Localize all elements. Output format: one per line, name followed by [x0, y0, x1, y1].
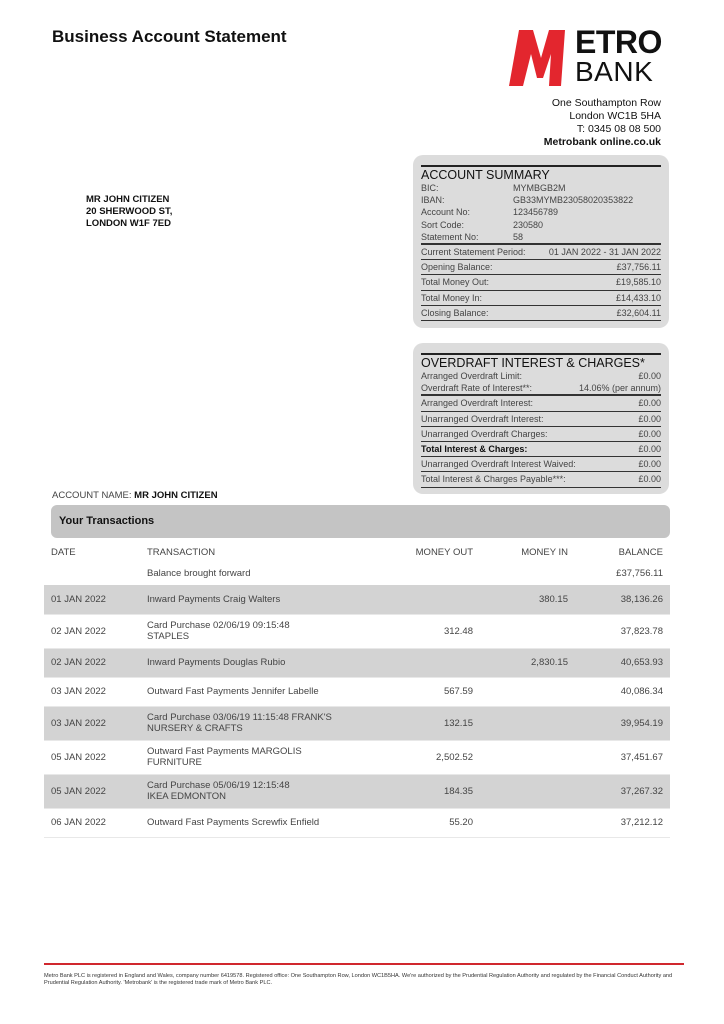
overdraft-total-row-label: Total Interest & Charges Payable***:: [421, 474, 566, 485]
transaction-description: Inward Payments Craig Walters: [147, 593, 281, 605]
transaction-description: Card Purchase 02/06/19 09:15:48: [147, 620, 290, 631]
account-name-value: MR JOHN CITIZEN: [134, 490, 218, 501]
overdraft-total-row-value: £0.00: [638, 474, 661, 485]
transaction-description-line2: FURNITURE: [147, 757, 202, 768]
cell-transaction: [140, 774, 380, 808]
cell-money-out: [380, 561, 480, 585]
summary-total-row-label: Total Money In:: [421, 292, 483, 303]
cell-transaction: Balance brought forward: [147, 567, 251, 579]
summary-total-row-label: Closing Balance:: [421, 307, 489, 318]
overdraft-total-row-label: Arranged Overdraft Interest:: [421, 398, 534, 409]
transaction-description: Card Purchase 03/06/19 11:15:48 FRANK'S: [147, 712, 332, 723]
transaction-row: [44, 706, 670, 740]
overdraft-detail-row-label: Arranged Overdraft Limit:: [421, 371, 523, 381]
transaction-row: [44, 808, 670, 837]
bank-address: [544, 97, 661, 149]
overdraft-total-row: [421, 427, 661, 442]
overdraft-total-row-value: £0.00: [638, 413, 661, 424]
cell-date: [44, 561, 140, 585]
bank-address-line: London WC1B 5HA: [569, 110, 661, 122]
summary-detail-row: [421, 219, 661, 231]
cell-balance: 37,451.67: [575, 740, 670, 774]
cell-money-out: 2,502.52: [380, 740, 480, 774]
transaction-description: Outward Fast Payments Jennifer Labelle: [147, 686, 319, 697]
customer-street: 20 SHERWOOD ST,: [86, 206, 173, 217]
cell-transaction: [140, 706, 380, 740]
overdraft-total-row: [421, 457, 661, 472]
transactions-banner: [51, 505, 670, 538]
summary-total-row: [421, 291, 661, 306]
summary-detail-row-value: 123456789: [513, 207, 559, 218]
customer-city: LONDON W1F 7ED: [86, 218, 171, 229]
summary-detail-row-label: Account No:: [421, 207, 471, 218]
summary-total-row-value: £32,604.11: [616, 307, 661, 318]
summary-total-row: [421, 260, 661, 275]
cell-date: 03 JAN 2022: [44, 706, 140, 740]
cell-date: 05 JAN 2022: [44, 740, 140, 774]
summary-total-row-label: Opening Balance:: [421, 262, 493, 273]
cell-money-in: [480, 740, 575, 774]
overdraft-total-row-label: Unarranged Overdraft Interest Waived:: [421, 459, 576, 470]
cell-balance: 37,823.78: [575, 614, 670, 648]
table-header-row: [44, 544, 670, 561]
overdraft-detail-row-value: £0.00: [638, 371, 661, 381]
cell-money-out: 184.35: [380, 774, 480, 808]
summary-detail-row-label: BIC:: [421, 183, 439, 193]
overdraft-total-row: [421, 442, 661, 457]
logo-text-etro: ETRO: [575, 24, 662, 60]
summary-total-row-value: £14,433.10: [615, 292, 661, 303]
cell-money-out: 312.48: [380, 614, 480, 648]
footer-legal-text: Metro Bank PLC is registered in England and Wales, company number 6419578. Registered office: One Southampton Row, London WC1B5HA. We're authorized by the Prudential Regulation Authority and regulated by the Financial Conduct Authority and Prudential Regulation Authority. 'Metrobank' is the registered trade mark of Metro Bank PLC.: [44, 973, 673, 986]
transaction-description: Outward Fast Payments MARGOLIS: [147, 746, 302, 757]
column-header-money-in: MONEY IN: [521, 547, 568, 558]
transaction-description: Card Purchase 05/06/19 12:15:48: [147, 780, 290, 791]
transaction-row: [44, 585, 670, 614]
cell-money-in: [480, 614, 575, 648]
cell-money-out: 567.59: [380, 677, 480, 706]
summary-total-row: [421, 243, 661, 260]
cell-balance: 37,267.32: [575, 774, 670, 808]
summary-total-row-value: 01 JAN 2022 - 31 JAN 2022: [548, 247, 661, 258]
summary-detail-row-label: IBAN:: [421, 195, 445, 206]
transaction-description-line2: IKEA EDMONTON: [147, 791, 227, 802]
cell-transaction: [140, 808, 380, 837]
summary-total-row-value: £37,756.11: [616, 262, 661, 273]
cell-date: 03 JAN 2022: [44, 677, 140, 706]
divider: [421, 165, 661, 167]
transaction-row: [44, 740, 670, 774]
overdraft-panel: [413, 343, 669, 494]
cell-money-in: [480, 677, 575, 706]
cell-money-in: [480, 706, 575, 740]
overdraft-total-row-value: £0.00: [638, 459, 661, 470]
overdraft-total-row-label: Unarranged Overdraft Charges:: [421, 428, 548, 439]
summary-detail-row: [421, 194, 661, 206]
logo-text-bank: BANK: [575, 56, 654, 87]
summary-total-row: [421, 275, 661, 290]
summary-detail-row-value: GB33MYMB23058020353822: [513, 195, 634, 206]
metro-bank-logo: [509, 24, 664, 88]
overdraft-title: OVERDRAFT INTEREST & CHARGES*: [421, 356, 645, 370]
overdraft-detail-row-value: 14.06% (per annum): [578, 383, 661, 394]
cell-money-in: [480, 808, 575, 837]
summary-detail-row: [421, 231, 661, 243]
overdraft-total-row: [421, 412, 661, 427]
cell-balance: £37,756.11: [616, 567, 663, 579]
cell-transaction: [140, 648, 380, 677]
cell-date: 02 JAN 2022: [44, 614, 140, 648]
transaction-description: Inward Payments Douglas Rubio: [147, 657, 286, 668]
transactions-heading: Your Transactions: [59, 515, 155, 527]
transactions-table: [44, 544, 670, 838]
cell-money-in: [480, 774, 575, 808]
overdraft-total-row: [421, 394, 661, 411]
bank-website: Metrobank online.co.uk: [543, 136, 661, 148]
transaction-row: [44, 614, 670, 648]
summary-total-row-label: Current Statement Period:: [421, 247, 526, 258]
overdraft-detail-row-label: Overdraft Rate of Interest**:: [421, 383, 533, 394]
cell-money-in: [480, 561, 575, 585]
summary-total-row-value: £19,585.10: [615, 277, 661, 288]
column-header-date: DATE: [51, 547, 76, 558]
summary-total-row: [421, 306, 661, 321]
cell-balance: 37,212.12: [575, 808, 670, 837]
cell-date: 02 JAN 2022: [44, 648, 140, 677]
summary-detail-row: [421, 206, 661, 218]
bank-address-line: One Southampton Row: [551, 97, 661, 109]
balance-brought-forward-row: [44, 561, 670, 585]
account-summary-panel: [413, 155, 669, 328]
account-summary-title: ACCOUNT SUMMARY: [421, 168, 550, 182]
summary-detail-row-value: 230580: [513, 219, 544, 230]
account-name-label: ACCOUNT NAME:: [52, 490, 132, 501]
cell-money-in: 2,830.15: [480, 648, 575, 677]
cell-transaction: [140, 677, 380, 706]
overdraft-detail-row: [421, 370, 661, 382]
overdraft-detail-row: [421, 382, 661, 394]
footer-divider: [44, 963, 684, 965]
account-name: [52, 490, 218, 501]
cell-balance: 39,954.19: [575, 706, 670, 740]
transaction-description-line2: NURSERY & CRAFTS: [147, 723, 243, 734]
bank-phone: T: 0345 08 08 500: [576, 123, 661, 135]
summary-detail-row-label: Statement No:: [421, 231, 479, 242]
summary-detail-row: [421, 182, 661, 194]
customer-address: [86, 194, 172, 230]
column-header-balance: BALANCE: [618, 547, 663, 558]
cell-date: 05 JAN 2022: [44, 774, 140, 808]
cell-transaction: [140, 585, 380, 614]
cell-date: 06 JAN 2022: [44, 808, 140, 837]
overdraft-total-row-label: Total Interest & Charges:: [421, 444, 528, 455]
document-title: Business Account Statement: [52, 27, 287, 46]
transaction-row: [44, 774, 670, 808]
summary-detail-row-label: Sort Code:: [421, 219, 465, 230]
customer-name: MR JOHN CITIZEN: [86, 194, 170, 205]
summary-total-row-label: Total Money Out:: [421, 277, 490, 288]
cell-money-out: [380, 585, 480, 614]
column-header-money-out: MONEY OUT: [415, 547, 473, 558]
cell-money-out: 132.15: [380, 706, 480, 740]
cell-balance: 40,653.93: [575, 648, 670, 677]
summary-detail-row-value: MYMBGB2M: [513, 183, 566, 193]
column-header-transaction: TRANSACTION: [147, 547, 216, 558]
divider: [421, 353, 661, 355]
transaction-description-line2: STAPLES: [147, 631, 190, 642]
cell-money-in: 380.15: [480, 585, 575, 614]
overdraft-total-row: [421, 472, 661, 487]
metro-m-logo-icon: [509, 28, 573, 86]
transaction-row: [44, 648, 670, 677]
overdraft-total-row-value: £0.00: [638, 398, 661, 409]
cell-balance: 40,086.34: [575, 677, 670, 706]
cell-money-out: [380, 648, 480, 677]
overdraft-total-row-value: £0.00: [638, 444, 661, 455]
cell-transaction: [140, 614, 380, 648]
cell-balance: 38,136.26: [575, 585, 670, 614]
cell-date: 01 JAN 2022: [44, 585, 140, 614]
transaction-description: Outward Fast Payments Screwfix Enfield: [147, 817, 320, 828]
transaction-row: [44, 677, 670, 706]
cell-transaction: [140, 740, 380, 774]
overdraft-total-row-label: Unarranged Overdraft Interest:: [421, 413, 544, 424]
summary-detail-row-value: 58: [513, 231, 524, 242]
overdraft-total-row-value: £0.00: [638, 428, 661, 439]
cell-money-out: 55.20: [380, 808, 480, 837]
